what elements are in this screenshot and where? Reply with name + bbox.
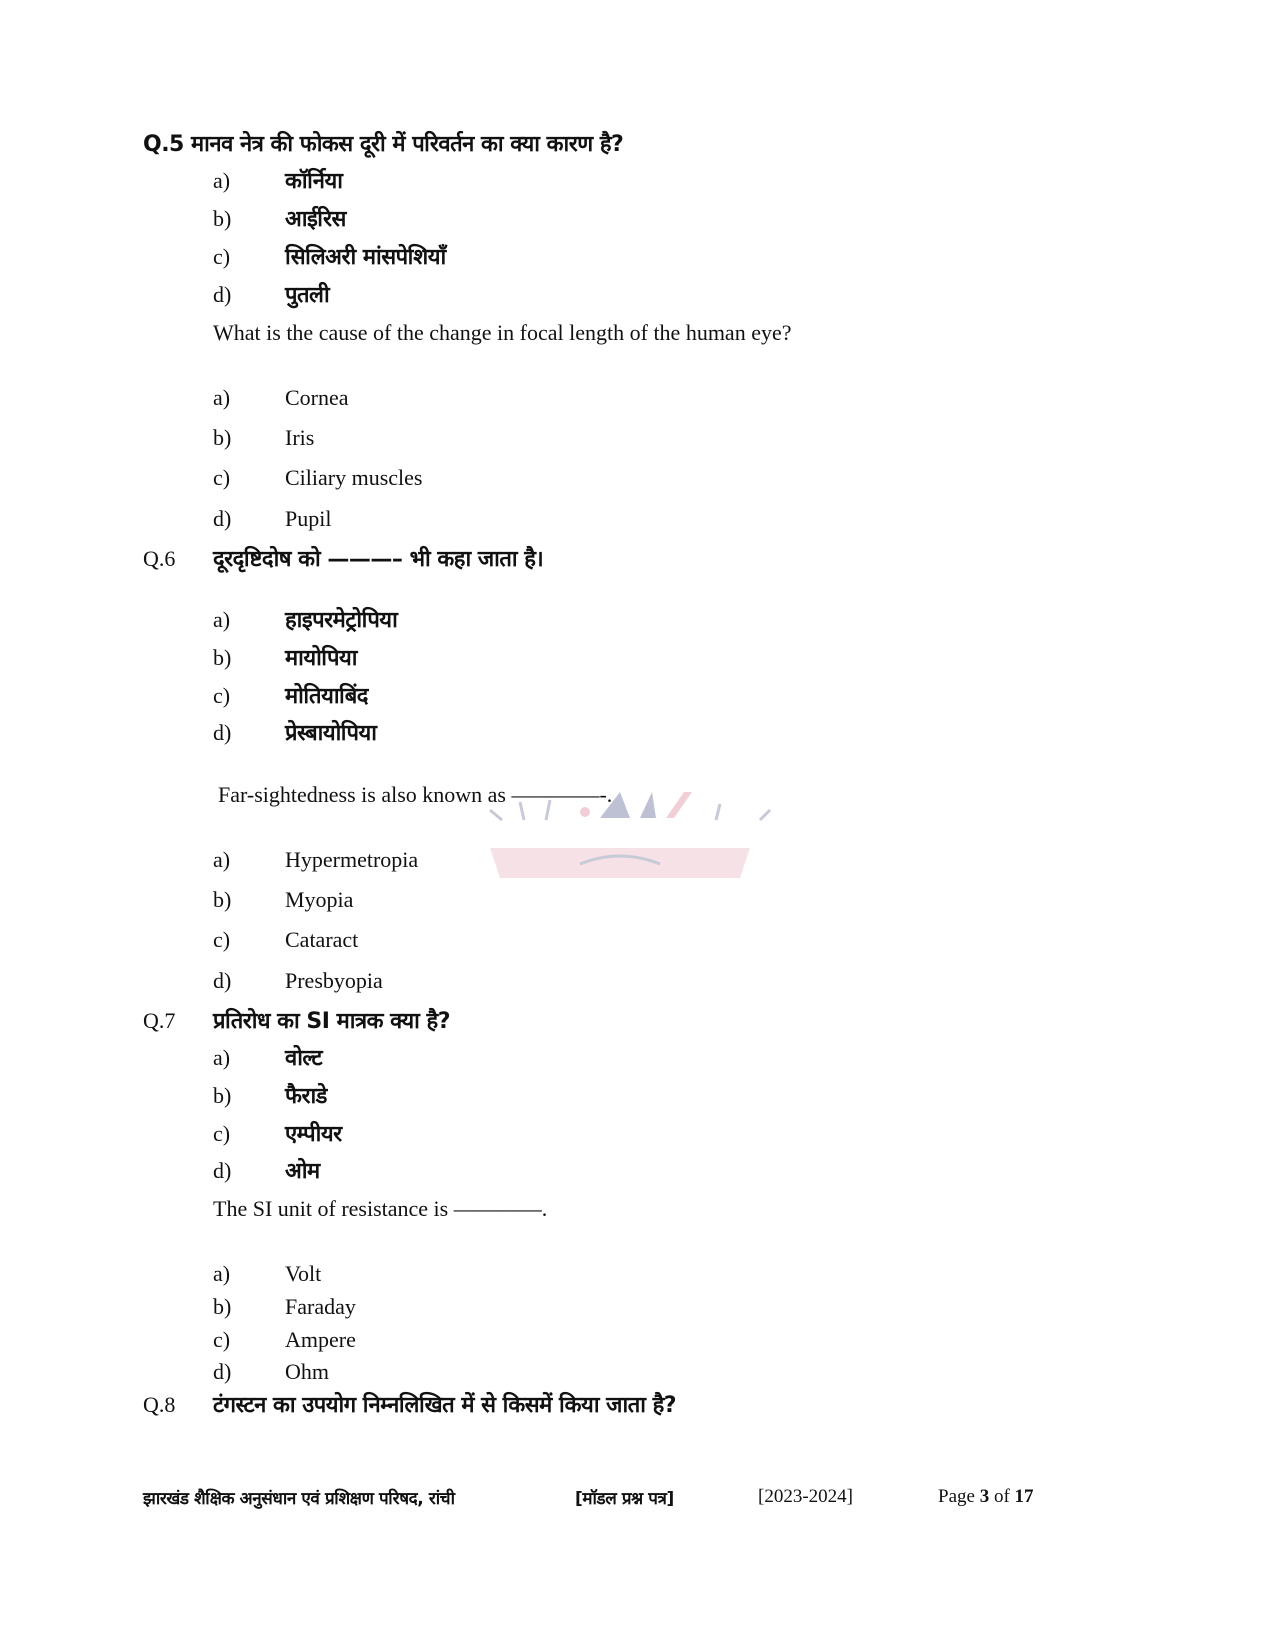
footer-year: [2023-2024] (758, 1486, 853, 1507)
q6-hindi-option-c-label: c) (213, 683, 231, 708)
q7-number: Q.7 (143, 1008, 176, 1033)
q6-hindi-option-a: हाइपरमेट्रोपिया (285, 608, 398, 633)
q5-hindi-option-b-label: b) (213, 206, 232, 231)
q7-english-option-b-label: b) (213, 1294, 232, 1319)
q5-english-option-b: Iris (285, 425, 315, 450)
page-total: 17 (1014, 1486, 1034, 1507)
q5-english-option-a: Cornea (285, 385, 349, 410)
q7-hindi-option-c: एम्पीयर (285, 1122, 342, 1147)
q7-hindi-option-d: ओम (285, 1159, 320, 1184)
q5-english-option-d-label: d) (213, 506, 232, 531)
q5-english-option-c: Ciliary muscles (285, 465, 423, 490)
q6-hindi-option-d-label: d) (213, 720, 232, 745)
q6-english-option-d: Presbyopia (285, 968, 383, 993)
q5-hindi-option-d: पुतली (285, 283, 330, 308)
q5-hindi-option-d-label: d) (213, 282, 232, 307)
q6-english-option-b-label: b) (213, 887, 232, 912)
page-of: of (989, 1486, 1015, 1507)
q5-hindi-option-c-label: c) (213, 244, 231, 269)
q6-hindi-option-a-label: a) (213, 607, 231, 632)
footer-page-number (938, 1486, 1034, 1508)
q6-english-option-c-label: c) (213, 927, 231, 952)
q7-hindi-option-b: फैराडे (285, 1084, 327, 1109)
page-current: 3 (979, 1486, 990, 1507)
q7-english-option-d: Ohm (285, 1359, 329, 1384)
q6-hindi-option-b-label: b) (213, 645, 232, 670)
q7-hindi-option-b-label: b) (213, 1083, 232, 1108)
q6-hindi-option-c: मोतियाबिंद (285, 684, 368, 709)
q7-english-option-c: Ampere (285, 1327, 356, 1352)
q7-hindi-question: प्रतिरोध का SI मात्रक क्या है? (213, 1009, 450, 1034)
footer-institution: झारखंड शैक्षिक अनुसंधान एवं प्रशिक्षण परिषद, रांची (143, 1489, 455, 1509)
q5-hindi-option-b: आईरिस (285, 207, 346, 232)
q7-english-question: The SI unit of resistance is ————. (213, 1196, 548, 1221)
q7-hindi-option-a: वोल्ट (285, 1046, 323, 1071)
q5-hindi-option-a-label: a) (213, 168, 231, 193)
q6-english-option-d-label: d) (213, 968, 232, 993)
q5-english-option-a-label: a) (213, 385, 231, 410)
q5-english-option-c-label: c) (213, 465, 231, 490)
q5-english-question: What is the cause of the change in focal length of the human eye? (213, 320, 792, 345)
q6-hindi-option-d: प्रेस्बायोपिया (285, 721, 377, 746)
q7-english-option-a: Volt (285, 1261, 322, 1286)
q7-hindi-option-d-label: d) (213, 1158, 232, 1183)
q5-english-option-b-label: b) (213, 425, 232, 450)
q7-english-option-d-label: d) (213, 1359, 232, 1384)
q5-hindi-question: Q.5 मानव नेत्र की फोकस दूरी में परिवर्तन का क्या कारण है? (143, 132, 624, 157)
q8-hindi-question: टंगस्टन का उपयोग निम्नलिखित में से किसमें किया जाता है? (213, 1393, 677, 1418)
q6-english-option-a: Hypermetropia (285, 847, 419, 872)
q7-hindi-option-a-label: a) (213, 1045, 231, 1070)
q7-hindi-option-c-label: c) (213, 1121, 231, 1146)
q5-hindi-option-a: कॉर्निया (285, 169, 343, 194)
q6-hindi-question: दूरदृष्टिदोष को ———– भी कहा जाता है। (213, 547, 544, 572)
q5-hindi-option-c: सिलिअरी मांसपेशियाँ (285, 245, 446, 270)
q8-number: Q.8 (143, 1392, 176, 1417)
q5-english-option-d: Pupil (285, 506, 332, 531)
q6-english-option-b: Myopia (285, 887, 354, 912)
page-prefix: Page (938, 1486, 980, 1507)
q6-english-option-a-label: a) (213, 847, 231, 872)
footer-paper-type: [मॉडल प्रश्न पत्र] (575, 1489, 674, 1509)
q6-english-option-c: Cataract (285, 927, 359, 952)
q7-english-option-c-label: c) (213, 1327, 231, 1352)
q6-number: Q.6 (143, 546, 176, 571)
q7-english-option-a-label: a) (213, 1261, 231, 1286)
q6-hindi-option-b: मायोपिया (285, 646, 357, 671)
q7-english-option-b: Faraday (285, 1294, 356, 1319)
q6-english-question: Far-sightedness is also known as ————-. (218, 782, 613, 807)
